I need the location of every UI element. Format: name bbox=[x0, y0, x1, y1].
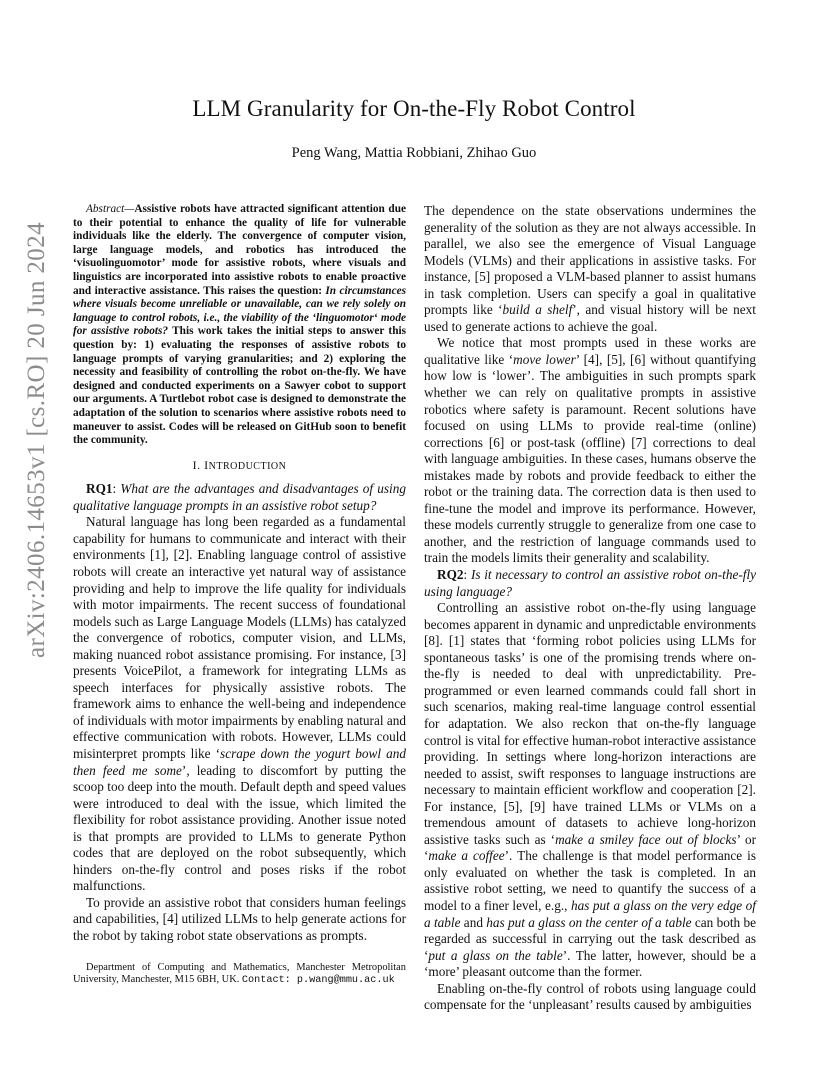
intro-paragraph-5: Controlling an assistive robot on-the-fly using language becomes apparent in dynamic and unpredictable environments [8]. [1] states that ‘forming robot policies using LLMs for spontaneous tasks’ is one of the promising trends where on-the-fly is needed to deal with unpredictability. Pre-programmed or even learned commands could fall short in such scenarios, making real-time language control essential for adaptation. We also reckon that on-the-fly language control is vital for effective human-robot interactive assistance providing. In settings where long-horizon interactions are needed to assist, swift responses to language instructions are necessary to maintain efficient workflow and cooperation [2]. For instance, [5], [9] have trained LLMs or VLMs on a tremendous amount of datasets to achieve long-horizon assistive tasks such as ‘make a smiley face out of blocks’ or ‘make a coffee’. The challenge is that model performance is only evaluated on whether the task is completed. In an assistive robot setting, we need to quantify the success of a model to a finer level, e.g., has put a glass on the very edge of a table and has put a glass on the center of a table can both be regarded as successful in carrying out the task described as ‘put a glass on the table’. The latter, however, should be a ‘more’ pleasant outcome than the former. bbox=[424, 600, 757, 980]
rq2-label: RQ2 bbox=[437, 567, 464, 583]
abstract bbox=[73, 203, 406, 448]
abstract-label: Abstract— bbox=[86, 203, 135, 215]
rq2-text: Is it necessary to control an assistive robot on-the-fly using language? bbox=[424, 567, 757, 599]
right-column bbox=[424, 203, 756, 1014]
author-affiliation-footnote: Department of Computing and Mathematics, Manchester Metropolitan University, Manchester, M15 6BH, UK. Contact: p.wang@mmu.ac.uk bbox=[73, 962, 406, 987]
rq1-text: What are the advantages and disadvantages of using qualitative language prompts in an assistive robot setup? bbox=[73, 481, 406, 513]
intro-paragraph-4: We notice that most prompts used in these works are qualitative like ‘move lower’ [4], [5], [6] without quantifying how low is ‘lower’. The ambiguities in such prompts spark whether we can rely on qualitative prompts in assistive robotics where safety is paramount. Recent solutions have focused on using LLMs to provide real-time (online) corrections [6] or post-task (offline) [7] corrections to deal with language ambiguities. In these cases, humans observe the mistakes made by robots and provide feedback to either the robot or the training data. The correction data is then used to fine-tune the model and improve its performance. However, these models currently struggle to generalize from one case to another, and the restriction of language commands used to train the models limits their generality and scalability. bbox=[424, 335, 756, 566]
intro-paragraph-6: Enabling on-the-fly control of robots using language could compensate for the ‘unpleasant’ results caused by ambiguities bbox=[424, 980, 756, 1013]
abstract-question: In circumstances where visuals become unreliable or unavailable, can we rely solely on language to control robots, i.e., the viability of the ‘linguomotor‘ mode for assistive robots? bbox=[73, 284, 406, 338]
left-column bbox=[73, 203, 406, 945]
section-heading-introduction: I. INTRODUCTION bbox=[192, 457, 287, 472]
abstract-text-2: This work takes the initial steps to answer this question by: 1) evaluating the responses of assistive robots to language prompts of varying granularities; and 2) exploring the necessity and feasibility of controlling the robot on-the-fly. We have designed and conducted experiments on a Sawyer cobot to support our arguments. A Turtlebot robot case is designed to demonstrate the adaptation of the solution to scenarios where assistive robots need to maneuver to assist. Codes will be released on GitHub soon to benefit the community. bbox=[73, 325, 407, 447]
contact-email: Contact: p.wang@mmu.ac.uk bbox=[241, 975, 395, 987]
paper-authors: Peng Wang, Mattia Robbiani, Zhihao Guo bbox=[291, 145, 537, 161]
intro-paragraph-2: To provide an assistive robot that considers human feelings and capabilities, [4] utilized LLMs to help generate actions for the robot by taking robot state observations as prompts. bbox=[73, 894, 406, 943]
paper-title: LLM Granularity for On-the-Fly Robot Control bbox=[192, 96, 636, 121]
abstract-text-1: Assistive robots have attracted significant attention due to their potential to enhance the quality of life for vulnerable individuals like the elderly. The convergence of computer vision, large language models, and robotics has introduced the ‘visuolinguomotor’ mode for assistive robots, where visuals and linguistics are incorporated into assistive robots to enable proactive and interactive assistance. This raises the question: bbox=[73, 203, 406, 297]
intro-paragraph-1: Natural language has long been regarded as a fundamental capability for humans to communicate and interact with their environments [1], [2]. Enabling language control of assistive robots will create an interactive yet natural way of assistance providing and help to improve the life quality for individuals with motor impairments. The recent success of foundational models such as Large Language Models (LLMs) has catalyzed the convergence of robotics, computer vision, and LLMs, making nuanced robot assistance promising. For instance, [3] presents VoicePilot, a framework for integrating LLMs as speech interfaces for physically assistive robots. The framework aims to enhance the well-being and independence of individuals with motor impairments by enabling natural and effective communication with robots. However, LLMs could misinterpret prompts like ‘scrape down the yogurt bowl and then feed me some’, leading to discomfort by putting the scoop too deep into the mouth. Default depth and speed values were introduced to deal with the issue, which limited the flexibility for robot assistance providing. Another issue noted is that prompts are provided to LLMs to generate Python codes that are deployed on the robot subsequently, which hinders on-the-fly control and poses risks if the robot malfunctions. bbox=[73, 514, 407, 894]
research-question-1: RQ1: What are the advantages and disadvantages of using qualitative language prompts in an assistive robot setup? bbox=[73, 481, 406, 513]
research-question-2: RQ2: Is it necessary to control an assistive robot on-the-fly using language? bbox=[424, 567, 757, 599]
intro-paragraph-3: The dependence on the state observations undermines the generality of the solution as they are not always accessible. In parallel, we also see the emergence of Visual Language Models (VLMs) and their applications in assistive tasks. For instance, [5] proposed a VLM-based planner to assist humans in task completion. Users can specify a goal in qualitative prompts like ‘build a shelf’, and visual history will be next used to generate actions to achieve the goal. bbox=[424, 203, 756, 334]
rq1-label: RQ1 bbox=[86, 481, 113, 497]
arxiv-id-text: arXiv:2406.14653v1 [cs.RO] 20 Jun 2024 bbox=[23, 221, 50, 659]
